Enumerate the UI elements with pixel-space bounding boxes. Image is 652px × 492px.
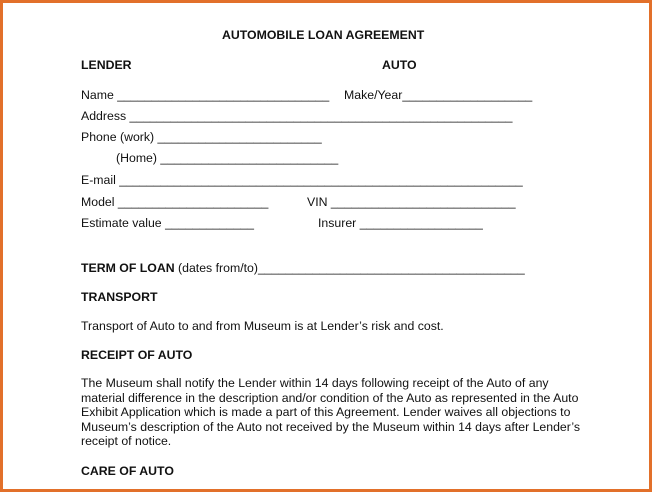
make-year-field[interactable]: Make/Year___________________: [344, 88, 533, 102]
auto-heading: AUTO: [382, 58, 417, 72]
document-title: AUTOMOBILE LOAN AGREEMENT: [222, 28, 425, 42]
name-field[interactable]: Name _______________________________: [81, 88, 330, 102]
term-of-loan-field[interactable]: (dates from/to)_______________________________________: [174, 261, 525, 275]
receipt-heading: RECEIPT OF AUTO: [81, 348, 193, 362]
phone-work-field[interactable]: Phone (work) ________________________: [81, 130, 322, 144]
lender-heading: LENDER: [81, 58, 132, 72]
transport-heading: TRANSPORT: [81, 290, 158, 304]
insurer-field[interactable]: Insurer __________________: [318, 216, 483, 230]
care-heading: CARE OF AUTO: [81, 464, 174, 478]
receipt-text: The Museum shall notify the Lender within 14 days following receipt of the Auto of any material difference in the description and/or condition of the Auto as represented in the Auto Exhibit Application which is made a part of this Agreement. Lender waives all objections to Museum’s description of the Auto not received by the Museum within 14 days after Lender’s receipt of notice.: [81, 376, 580, 449]
estimate-value-field[interactable]: Estimate value _____________: [81, 216, 254, 230]
email-field[interactable]: E-mail ___________________________________________________________: [81, 173, 523, 187]
term-of-loan-line: [81, 262, 525, 274]
model-field[interactable]: Model ______________________: [81, 195, 269, 209]
vin-field[interactable]: VIN ___________________________: [307, 195, 516, 209]
address-field[interactable]: Address ________________________________________________________: [81, 109, 513, 123]
phone-home-field[interactable]: (Home) __________________________: [116, 151, 339, 165]
term-of-loan-label: TERM OF LOAN: [81, 261, 175, 275]
transport-text: Transport of Auto to and from Museum is at Lender’s risk and cost.: [81, 319, 444, 333]
